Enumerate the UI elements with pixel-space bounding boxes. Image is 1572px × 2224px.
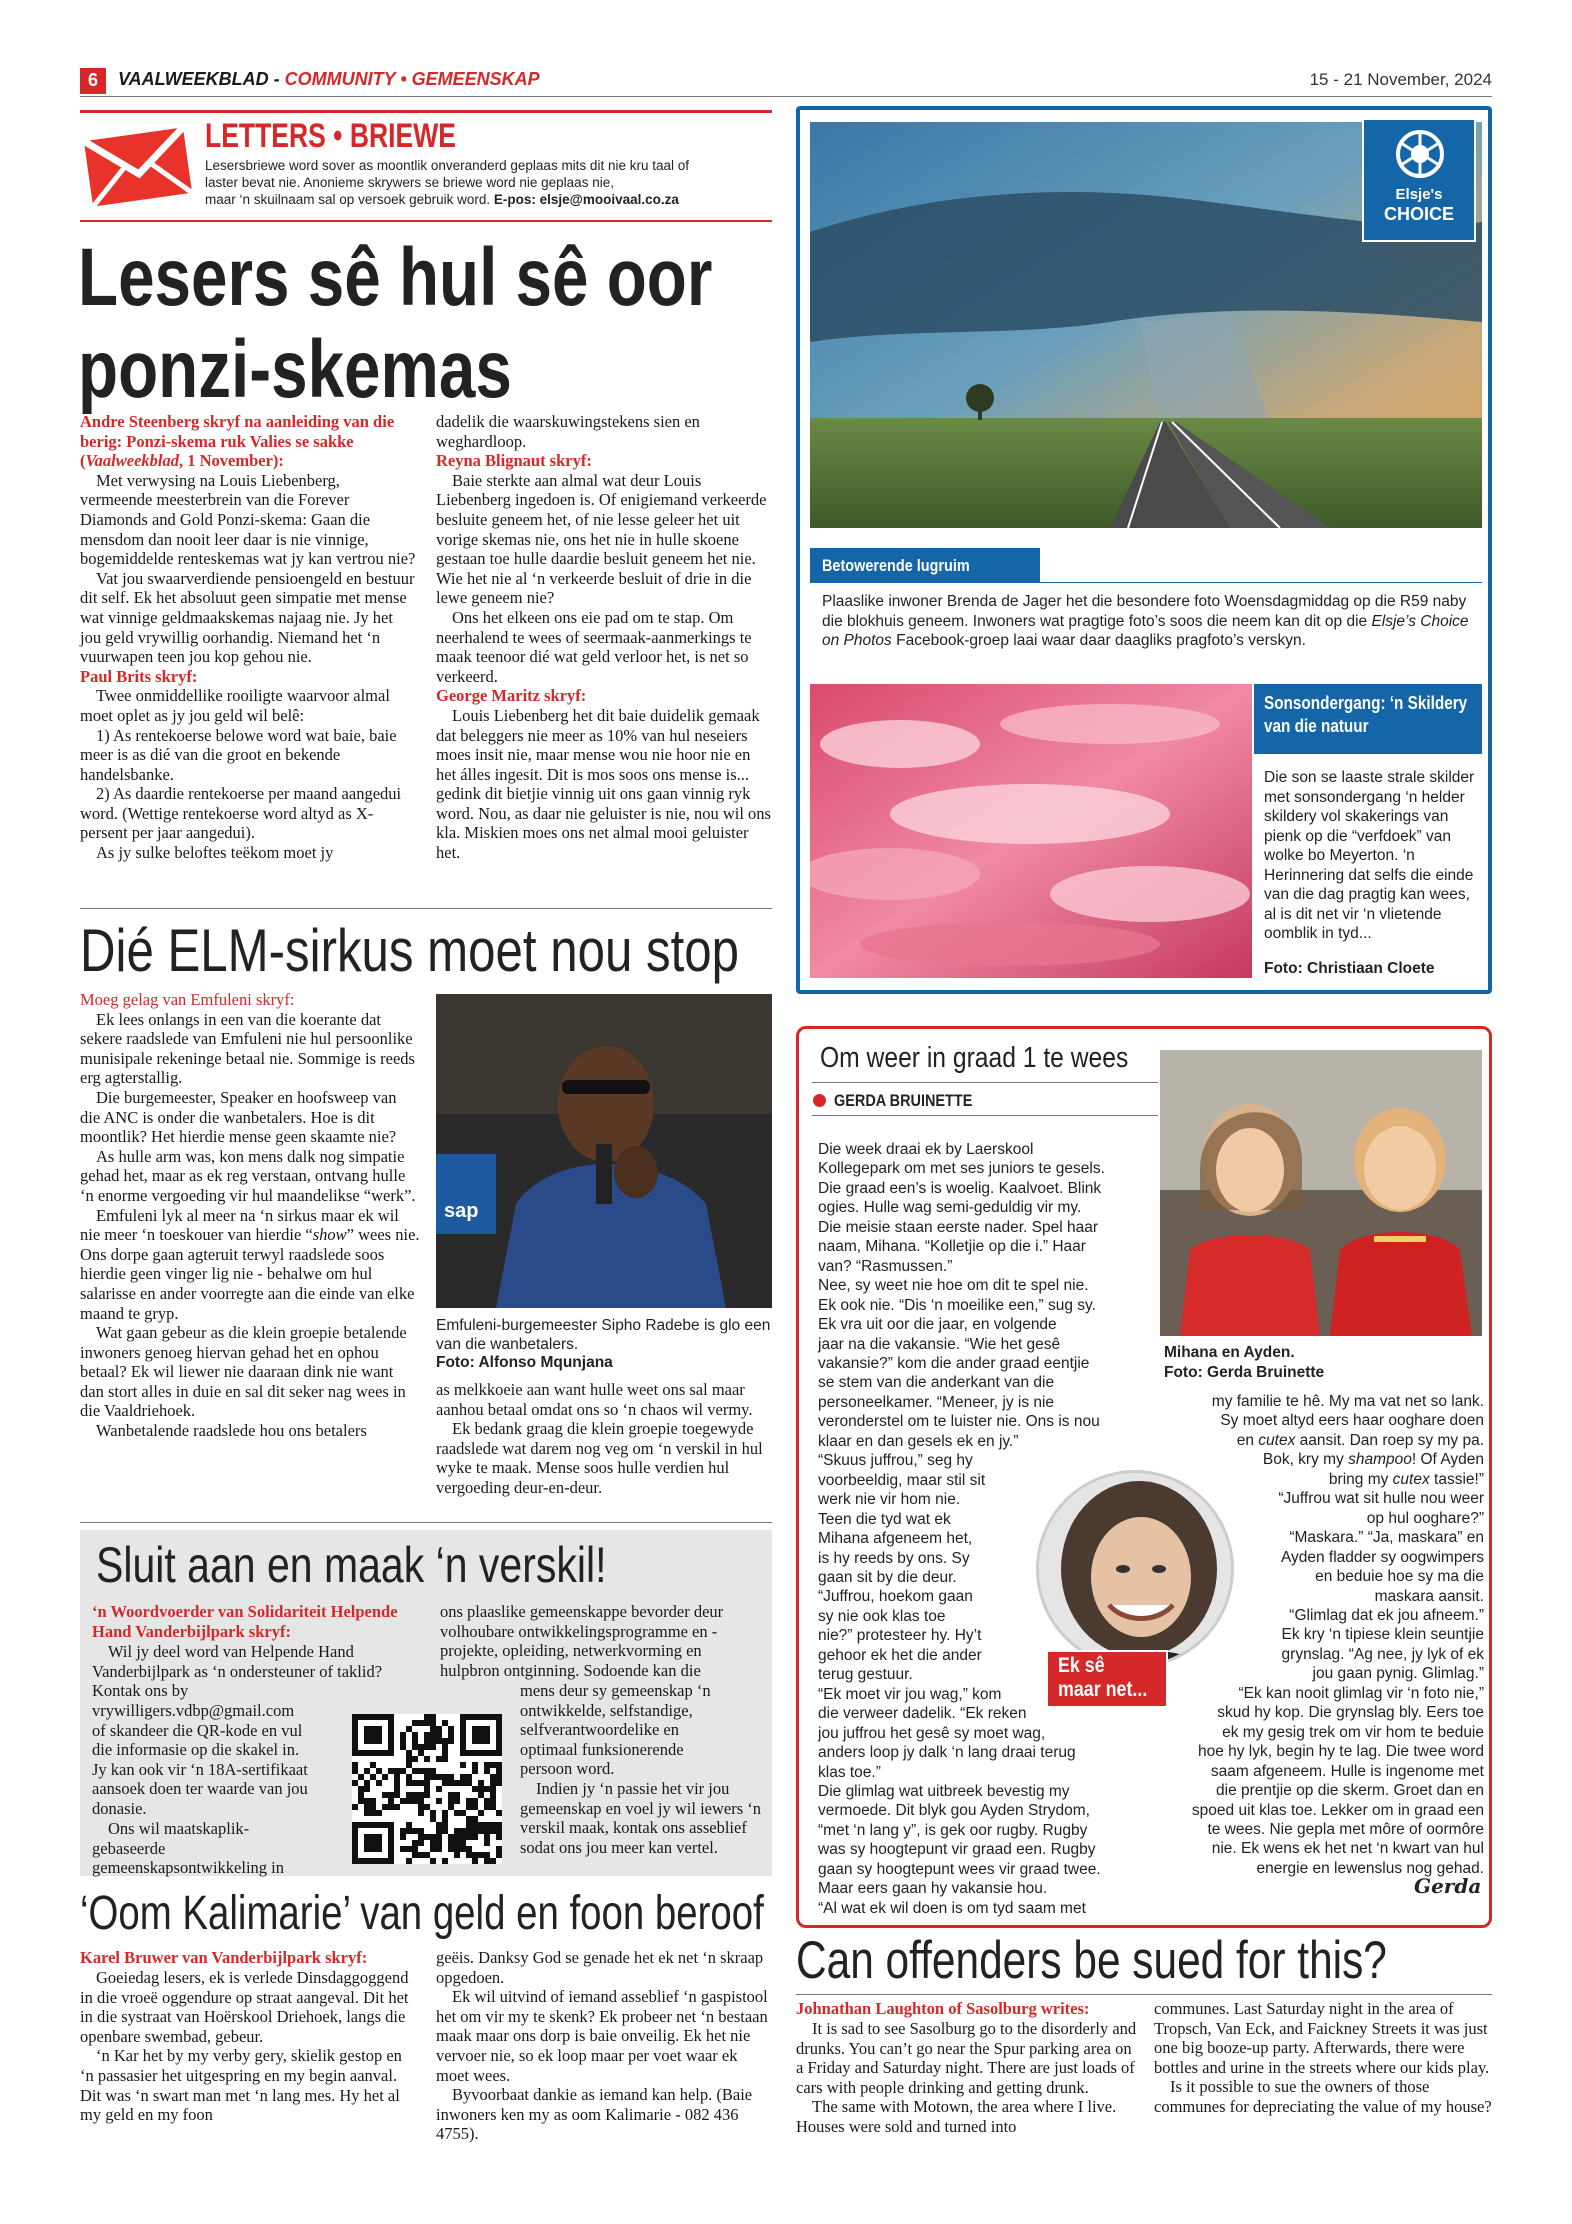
- elm-paragraph: Wanbetalende raadslede hou ons betalers: [96, 1421, 367, 1441]
- brand-word: cutex: [1392, 1470, 1430, 1488]
- letters-banner-top-rule: [80, 110, 772, 113]
- elm-column-1: [80, 990, 420, 1441]
- column-line: “Juffrou, hoekom gaan: [818, 1588, 973, 1606]
- verskil-line: selfverantwoordelike en: [520, 1720, 679, 1740]
- letter-byline: Paul Brits skryf:: [80, 666, 198, 686]
- column-line: jou juffrou het gesê sy moet wag,: [818, 1724, 1046, 1742]
- kalimarie-headline: ‘Oom Kalimarie’ van geld en foon beroof: [80, 1887, 764, 1940]
- letter-paragraph: As jy sulke beloftes teëkom moet jy: [96, 843, 334, 863]
- column-line: en beduie hoe sy ma die: [1315, 1568, 1484, 1586]
- storm-caption-text: [822, 592, 1472, 651]
- disclaimer-line-3: maar ‘n skuilnaam sal op versoek gebruik word.: [205, 192, 491, 207]
- column-line: te wees. Nie gepla met môre of oormôre: [1207, 1820, 1484, 1838]
- kids-photo-caption: Mihana en Ayden.: [1164, 1344, 1295, 1361]
- offenders-headline: Can offenders be sued for this?: [796, 1931, 1387, 1990]
- kalimarie-column-2: [436, 1948, 772, 2144]
- column-line: ogies. Hulle wag semi-geduldig vir my.: [818, 1199, 1082, 1217]
- verskil-line: Ons wil maatskaplik-: [108, 1819, 250, 1838]
- masthead: [118, 69, 540, 90]
- show-word: show: [312, 1225, 347, 1245]
- column-line: Ek ook nie. “Dis ‘n moeilike een,” sug sy.: [818, 1296, 1096, 1314]
- column-line: “Maskara.” “Ja, maskara” en: [1289, 1529, 1484, 1547]
- offenders-column-2: [1154, 1999, 1492, 2117]
- disclaimer-line-1: Lesersbriewe word sover as moontlik onveranderd geplaas mits dit nie kru taal of: [205, 158, 689, 173]
- column-line: Die meisie staan eerste nader. Spel haar: [818, 1218, 1099, 1236]
- verskil-line: gemeenskapsontwikkeling in: [92, 1858, 285, 1878]
- camera-aperture-icon: [1394, 128, 1446, 180]
- ponzi-headline-line-2: ponzi-skemas: [78, 324, 512, 415]
- column-line: klaar en dan gesels ek en jy.”: [818, 1432, 1019, 1450]
- kids-photo-credit: Foto: Gerda Bruinette: [1164, 1364, 1325, 1381]
- brand-word: shampoo: [1348, 1451, 1412, 1469]
- verskil-line: persoon word.: [520, 1759, 615, 1779]
- column-line: Nee, sy weet nie hoe om dit te spel nie.: [818, 1277, 1089, 1295]
- column-line: terug gestuur.: [818, 1666, 913, 1684]
- column-headline-rule: [812, 1082, 1158, 1083]
- elm-column-2: [436, 1380, 772, 1498]
- storm-caption-part-2: Facebook-groep laai waar daar daagliks pragfoto’s verskyn.: [891, 632, 1306, 649]
- column-line: Die graad een’s is woelig. Kaalvoet. Blink: [818, 1179, 1102, 1197]
- elm-paragraph: As hulle arm was, kon mens dalk nog simpatie gehad het, maar as ek reg verstaan, ontvang hulle ‘n enorme vergoeding vir hul maandelikse “werk”.: [80, 1146, 416, 1205]
- column-line: gaan sit by die deur.: [818, 1568, 957, 1586]
- column-line: is hy reeds by ons. Sy: [818, 1549, 970, 1567]
- elm-headline: Dié ELM-sirkus moet nou stop: [80, 917, 739, 984]
- ponzi-bottom-rule: [80, 908, 772, 909]
- column-line: “Skuus juffrou,” seg hy: [818, 1452, 973, 1470]
- verskil-line: aansoek doen ter waarde van jou: [92, 1779, 308, 1799]
- column-line: “Ek kan nooit glimlag vir ‘n foto nie,”: [1238, 1684, 1484, 1702]
- elsjes-choice-logo: [1362, 118, 1476, 242]
- verskil-column-2-start: ons plaaslike gemeenskappe bevorder deur volhoubare ontwikkelingsprogramme en -projekte, opleiding, netwerkvorming en hulpbron ontginning. Sodoende kan die: [440, 1602, 724, 1680]
- mayor-photo-credit: Foto: Alfonso Mqunjana: [436, 1354, 613, 1371]
- offenders-column-1: [796, 2019, 1140, 2137]
- column-line: voorbeeldig, maar stil sit: [818, 1471, 986, 1489]
- column-line: anders loop jy dalk ‘n lang draai terug: [818, 1744, 1076, 1762]
- kalimarie-paragraph: ‘n Kar het by my verby gery, skielik gestop en ‘n passasier het uitgespring en my begin aanval. Dit was ‘n swart man met ‘n lang mes. Hy het al my geld en my foon: [80, 2046, 402, 2125]
- letters-email[interactable]: E-pos: elsje@mooivaal.co.za: [493, 192, 679, 207]
- column-line: grynslag. “Ag nee, jy lyk of ek: [1281, 1645, 1484, 1663]
- column-author-rule: [812, 1115, 1158, 1116]
- envelope-icon: [78, 122, 198, 212]
- kalimarie-paragraph: Goeiedag lesers, ek is verlede Dinsdaggoggend in die vroeë oggendure op straat aangeval. Dit het in die systraat van Hoërskool Driehoek, langs die openbare swembad, gebeur.: [80, 1968, 409, 2046]
- elm-paragraph: Ek lees onlangs in een van die koerante dat sekere raadslede van Emfuleni nie hul persoonlike munisipale rekeninge betaal nie. Sommige is reeds erg agterstallig.: [80, 1009, 415, 1088]
- column-line: vakansie?” kom die ander graad eentjie: [818, 1354, 1090, 1372]
- column-line: saam afgeneem. Hulle is ingenome met: [1210, 1762, 1484, 1780]
- verskil-column-2-end: Indien jy ‘n passie het vir jou gemeenskap en voel jy wil iewers ‘n verskil maak, kontak ons asseblief sodat ons jou meer kan vertel.: [520, 1779, 762, 1857]
- newspaper-name: Vaalweekblad: [85, 451, 179, 471]
- badge-line-1: Ek sê: [1058, 1654, 1105, 1677]
- column-line: “Al wat ek wil doen is om tyd saam met: [818, 1899, 1086, 1917]
- issue-date: 15 - 21 November, 2024: [1309, 70, 1492, 89]
- letter-paragraph: Met verwysing na Louis Liebenberg, vermeende meesterbrein van die Forever Diamonds and Gold Ponzi-skema: Gaan die mensdom dan nooit leer daar is nie vinnige, bogemiddelde renteskemas wat jy kan vertrou nie?: [80, 470, 416, 569]
- column-line: “Glimlag dat ek jou afneem.”: [1289, 1606, 1484, 1624]
- elm-bottom-rule: [80, 1522, 772, 1523]
- column-line: werk nie vir hom nie.: [818, 1491, 961, 1509]
- elm-paragraph: as melkkoeie aan want hulle weet ons sal maar aanhou betaal omdat ons so ‘n chaos wil vermy.: [436, 1380, 753, 1419]
- letter-paragraph: Baie sterkte aan almal wat deur Louis Liebenberg ingedoen is. Of enigiemand verkeerde besluite geneem het, of nie lesse geleer het uit vorige skemas nie, ons het nie in hulle skoene gestaan toe hulle daardie besluit geneem het nie. Wie het nie al ‘n verkeerde besluit of drie in die lewe geneem nie?: [436, 470, 767, 608]
- brand-word: cutex: [1258, 1431, 1296, 1449]
- column-line: jaar na die vakansie. “Wie het gesê: [818, 1335, 1061, 1353]
- sunset-photo: [810, 684, 1252, 978]
- elm-paragraph: Die burgemeester, Speaker en hoofsweep van die ANC is onder die wanbetalers. Hoe is dit moontlik? Het hierdie mense geen skaamte nie?: [80, 1087, 397, 1147]
- ponzi-column-1: [80, 412, 416, 863]
- column-line: my familie te hê. My ma vat net so lank.: [1211, 1393, 1484, 1410]
- column-line: Die week draai ek by Laerskool: [818, 1141, 1034, 1158]
- column-line: Bok, kry my shampoo! Of Ayden: [1262, 1451, 1484, 1469]
- storm-caption-rule: [810, 582, 1482, 583]
- kids-photo-art: [1160, 1050, 1482, 1336]
- column-line: nie. Ek wens ek het net ‘n kwart van hul: [1211, 1840, 1484, 1858]
- offenders-paragraph: Is it possible to sue the owners of those communes for depreciating the value of my house?: [1154, 2077, 1492, 2116]
- column-line: personeelkamer. “Meneer, jy is nie: [818, 1393, 1055, 1411]
- column-line: Die glimlag wat uitbreek bevestig my: [818, 1782, 1070, 1800]
- column-line: van? “Rasmussen.”: [818, 1257, 953, 1275]
- elm-paragraph: Wat gaan gebeur as die klein groepie betalende inwoners genoeg hiervan gehad het en ophou betaal? Ek wil liewer nie daaraan dink nie want dan stort alles in duie en sal dit seker nag wees in die Vaaldriehoek.: [80, 1323, 407, 1421]
- column-line: Ek kry ‘n tipiese klein seuntjie: [1281, 1626, 1484, 1644]
- letter-paragraph: 1) As rentekoerse belowe word wat baie, baie meer is as dié van die groot en bekende handelsbanke.: [80, 725, 397, 784]
- column-line: die verweer dadelik. “Ek reken: [818, 1705, 1027, 1723]
- verskil-column-2-lines: [520, 1681, 770, 1779]
- column-line: nie?” protesteer hy. Hy’t: [818, 1627, 982, 1645]
- disclaimer-line-2: laster bevat nie. Anonieme skrywers se briewe word nie geplaas nie,: [205, 175, 614, 190]
- elm-paragraph: Ek bedank graag die klein groepie toegewyde raadslede wat darem nog veg om ‘n verskil in hul wyke te maak. Mense soos hulle verdien hul vergoeding deur-en-deur.: [436, 1419, 763, 1497]
- offenders-top-rule: [796, 1994, 1492, 1995]
- column-line: op hul ooghare?”: [1366, 1509, 1484, 1527]
- verskil-headline: Sluit aan en maak ‘n verskil!: [96, 1537, 607, 1593]
- letters-title: LETTERS • BRIEWE: [205, 117, 456, 155]
- column-line: Ek vra uit oor die jaar, en volgende: [818, 1316, 1057, 1334]
- column-signature: Gerda: [1414, 1874, 1482, 1898]
- sunset-title: Sonsondergang: ‘n Skildery van die natuur: [1264, 693, 1468, 736]
- column-line: “Ek moet vir jou wag,” kom: [818, 1685, 1002, 1703]
- column-line: “Juffrou wat sit hulle nou weer: [1278, 1490, 1484, 1508]
- column-line: spoed uit klas toe. Lekker om in graad een: [1191, 1801, 1484, 1819]
- column-line: skud hy kop. Die grynslag bly. Eers toe: [1217, 1704, 1484, 1722]
- column-line: gehoor ek het die ander: [818, 1646, 982, 1664]
- letters-disclaimer: [205, 157, 765, 208]
- column-text-right: [1160, 1392, 1484, 1878]
- ponzi-column-2: [436, 412, 772, 863]
- letter-paragraph: dadelik die waarskuwingstekens sien en weghardloop.: [436, 412, 700, 451]
- column-line: Sy moet altyd eers haar ooghare doen: [1220, 1412, 1484, 1430]
- mayor-photo-art: [436, 994, 772, 1308]
- mayor-photo-caption: Emfuleni-burgemeester Sipho Radebe is glo een van die wanbetalers.: [436, 1317, 771, 1353]
- kids-photo: [1160, 1050, 1482, 1336]
- letter-paragraph: Twee onmiddellike rooiligte waarvoor almal moet oplet as jy jou geld wil belê:: [80, 686, 390, 725]
- sunset-text: Die son se laaste strale skilder met sonsondergang ‘n helder skildery vol skakerings van pienk op die “verfdoek” van wolke bo Meyerton. ‘n Herinnering dat selfs die einde van die dag pragtig kan wees, al is dit net vir ‘n vlietende oomblik in tyd...: [1264, 769, 1475, 942]
- qr-code-pattern: [352, 1714, 502, 1864]
- verskil-byline: ‘n Woordvoerder van Solidariteit Helpende Hand Vanderbijlpark skryf:: [92, 1602, 398, 1641]
- letter-paragraph: Louis Liebenberg het dit baie duidelik gemaak dat beleggers nie meer as 10% van hul neseiers moes insit nie, maar mense wou nie hoor nie en het álles ingesit. Dit is mos soos ons mense is... gedink dit bietjie vinnig uit ons gaan vinnig ryk word. Nou, as daar nie geluister is nie, nou wil ons kla. Miskien moes ons net almal mooi geluister het.: [436, 705, 771, 863]
- column-author: GERDA BRUINETTE: [834, 1091, 973, 1110]
- column-line: Kollegepark om met ses juniors te gesels.: [818, 1160, 1105, 1178]
- verskil-contact-lines: [92, 1701, 352, 1819]
- column-line: was sy hoogtepunt vir graad een. Rugby: [818, 1841, 1096, 1859]
- offenders-byline: Johnathan Laughton of Sasolburg writes:: [796, 1999, 1090, 2018]
- column-line: jou gaan pynig. Glimlag.”: [1312, 1665, 1484, 1683]
- verskil-column-1-end: [92, 1819, 352, 1878]
- letters-banner-bottom-rule: [80, 220, 772, 222]
- letter-paragraph: Ons het elkeen ons eie pad om te stap. Om neerhalend te wees of seermaak-aanmerkings te maak teenoor dié wat geld verloor het, is net so verkeerd.: [436, 607, 752, 686]
- offenders-paragraph: It is sad to see Sasolburg go to the disorderly and drunks. You can’t go near the Spur parking area on a Friday and Saturday night. There are just loads of cars with people drinking and getting drunk.: [796, 2019, 1137, 2097]
- verskil-line: gebaseerde: [92, 1838, 166, 1858]
- storm-caption-group-name: Elsje’s Choice on Photos: [822, 612, 1469, 649]
- letter-byline: Andre Steenberg skryf na aanleiding van die berig: Ponzi-skema ruk Valies se sakke (Vaalweekblad, 1 November):: [80, 412, 395, 471]
- logo-line-2: CHOICE: [1383, 204, 1454, 224]
- column-line: se stem van die anderkant van die: [818, 1374, 1055, 1392]
- column-line: veronderstel om te luister nie. Ons is nou: [818, 1413, 1100, 1431]
- letter-byline: George Maritz skryf:: [436, 686, 587, 706]
- column-line: klas toe.”: [818, 1763, 881, 1781]
- page-number: 6: [87, 70, 98, 90]
- column-line: die prentjie op die skerm. Groet dan en: [1216, 1782, 1484, 1800]
- column-line: hoe hy lyk, begin hy te lag. Die twee word: [1197, 1743, 1484, 1761]
- verskil-line: optimaal funksionerende: [520, 1739, 684, 1759]
- column-line: energie en lewenslus nog gehad.: [1256, 1859, 1484, 1877]
- column-line: naam, Mihana. “Kolletjie op die i.” Haar: [818, 1238, 1086, 1256]
- header-rule: [80, 96, 1492, 97]
- author-bullet: [813, 1094, 826, 1107]
- column-line: maskara aansit.: [1374, 1587, 1484, 1605]
- mayor-photo: [436, 994, 772, 1308]
- column-line: bring my cutex tassie!”: [1328, 1470, 1484, 1488]
- kalimarie-paragraph: Ek wil uitvind of iemand asseblief ‘n gaspistool het om vir my te skenk? Ek probeer net ‘n bestaan maak maar ons dorp is baie onveilig. Ek het nie vervoer nie, so ek loop maar per voet waar ek moet wees.: [436, 1987, 768, 2085]
- elm-paragraph: Emfuleni lyk al meer na ‘n sirkus maar ek wil nie meer ‘n toeskouer van hierdie “show” wees nie. Ons dorpe gaan agteruit terwyl raadslede soos hierdie geen vinger lig nie - behalwe om hul salarisse en ander voorregte aan die einde van elke maand te gryp.: [80, 1205, 420, 1323]
- volunteer-email: vrywilligers.vdbp@gmail.com: [92, 1701, 295, 1720]
- kalimarie-paragraph: Byvoorbaat dankie as iemand kan help. (Baie inwoners ken my as oom Kalimarie - 082 436 4755).: [436, 2085, 753, 2144]
- verskil-intro: Wil jy deel word van Helpende Hand Vanderbijlpark as ‘n ondersteuner of taklid? Kontak ons by: [92, 1642, 383, 1701]
- sunset-photo-art: [810, 684, 1252, 978]
- column-line: vermoede. Dit blyk gou Ayden Strydom,: [818, 1802, 1090, 1820]
- ponzi-headline: [78, 232, 712, 416]
- column-line: en cutex aansit. Dan roep sy my pa.: [1236, 1431, 1484, 1449]
- column-line: Teen die tyd wat ek: [818, 1510, 951, 1528]
- verskil-line: Jy kan ook vir ‘n 18A-sertifikaat: [92, 1759, 308, 1779]
- column-line: Mihana afgeneem het,: [818, 1530, 973, 1548]
- qr-code[interactable]: [352, 1714, 502, 1864]
- column-headline: Om weer in graad 1 te wees: [820, 1042, 1129, 1074]
- storm-caption-part-1: Plaaslike inwoner Brenda de Jager het die besondere foto Woensdagmiddag op die R59 naby die blokhuis geneem. Inwoners wat pragtige foto’s soos die neem kan dit op die: [822, 593, 1467, 630]
- disclaimer-line-3-row: [205, 191, 765, 208]
- paper-name: VAALWEEKBLAD -: [118, 69, 285, 89]
- storm-caption-label: Betowerende lugruim: [822, 556, 970, 575]
- kalimarie-column-1: [80, 1968, 412, 2125]
- column-line: ek my gesig trek om vir hom te beduie: [1222, 1723, 1484, 1741]
- kalimarie-byline: Karel Bruwer van Vanderbijlpark skryf:: [80, 1948, 368, 1967]
- column-line: sy nie ook klas toe: [818, 1607, 946, 1625]
- column-line: Maar eers gaan hy vakansie hou.: [818, 1880, 1048, 1898]
- kalimarie-paragraph: geëis. Danksy God se genade het ek net ‘n skraap opgedoen.: [436, 1948, 764, 1987]
- verskil-line: mens deur sy gemeenskap ‘n: [520, 1681, 711, 1700]
- offenders-paragraph: The same with Motown, the area where I live. Houses were sold and turned into: [796, 2097, 1117, 2136]
- verskil-line: die informasie op die skakel in.: [92, 1740, 300, 1760]
- elm-byline: Moeg gelag van Emfuleni skryf:: [80, 990, 295, 1009]
- verskil-line: of skandeer die QR-kode en vul: [92, 1720, 303, 1740]
- verskil-line: ontwikkelde, selfstandige,: [520, 1700, 693, 1720]
- sunset-credit: Foto: Christiaan Cloete: [1264, 960, 1435, 977]
- ponzi-headline-line-1: Lesers sê hul sê oor: [78, 232, 713, 323]
- section-name: COMMUNITY • GEMEENSKAP: [284, 69, 540, 89]
- letter-paragraph: 2) As daardie rentekoerse per maand aangedui word. (Wettige rentekoerse word altyd as X-persent per jaar aangedui).: [80, 784, 402, 843]
- column-line: Ayden fladder sy oogwimpers: [1280, 1548, 1484, 1566]
- verskil-line: donasie.: [92, 1798, 147, 1818]
- letter-paragraph: Vat jou swaarverdiende pensioengeld en bestuur dit self. Ek het absoluut geen simpatie met mense wat vinnige geldmaakskemas najaag nie. Jy het jou geld vrywillig oorhandig. Niemand het ‘n vuurwapen teen jou kop gehou nie.: [80, 568, 415, 667]
- column-line: gaan sy hoogtepunt wees vir graad twee.: [818, 1860, 1101, 1878]
- letter-byline: Reyna Blignaut skryf:: [436, 451, 592, 471]
- badge-line-2: maar net...: [1058, 1678, 1148, 1701]
- mayor-photo-banner: sap: [444, 1200, 479, 1222]
- column-line: “met ‘n lang y”, is gek oor rugby. Rugby: [818, 1821, 1088, 1839]
- logo-line-1: Elsje's: [1395, 186, 1443, 203]
- offenders-paragraph: communes. Last Saturday night in the area of Tropsch, Van Eck, and Faickney Streets it was just one big booze-up party. Afterwards, there were bottles and urine in the streets where our kids play.: [1154, 1999, 1490, 2077]
